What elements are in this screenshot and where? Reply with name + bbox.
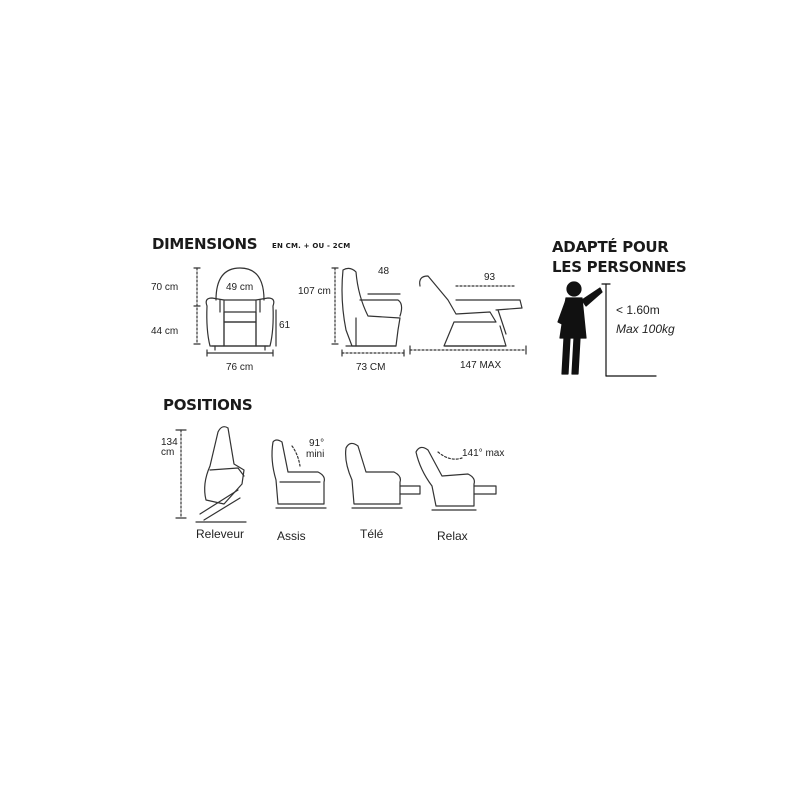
reclined-chair	[410, 276, 526, 354]
backrest-height-label: 70 cm	[151, 282, 179, 293]
sitting-angle-value: 91°	[309, 438, 325, 449]
dimensions-subtitle: EN CM. + OU - 2CM	[272, 242, 351, 250]
dimensions-title: DIMENSIONS	[152, 235, 258, 253]
suitability-title-line1: ADAPTÉ POUR	[552, 238, 669, 256]
positions-title: POSITIONS	[163, 396, 253, 414]
relax-angle-arrow	[438, 452, 462, 459]
sitting-angle-arrow	[292, 446, 300, 466]
sitting-angle-note: mini	[306, 449, 325, 460]
total-width-label: 76 cm	[226, 362, 254, 373]
total-height-label: 107 cm	[298, 286, 331, 297]
person-silhouette	[558, 282, 602, 374]
lift-height-value: 134	[161, 437, 178, 448]
releveur-chair	[196, 427, 246, 522]
relax-angle-label: 141° max	[462, 448, 505, 459]
side-view-chair	[332, 268, 404, 356]
height-limit-label: < 1.60m	[616, 303, 660, 317]
max-length-label: 147 MAX	[460, 360, 502, 371]
weight-limit-label: Max 100kg	[616, 322, 675, 336]
armrest-height-label: 61	[279, 320, 291, 331]
position-label-releveur: Releveur	[196, 527, 245, 541]
total-depth-label: 73 CM	[356, 362, 386, 373]
suitability-title-line2: LES PERSONNES	[552, 258, 687, 276]
position-label-assis: Assis	[277, 529, 306, 543]
footrest-length-label: 93	[484, 272, 496, 283]
seat-depth-label: 48	[378, 266, 390, 277]
lift-height-unit: cm	[161, 447, 175, 458]
seat-width-label: 49 cm	[226, 282, 254, 293]
position-label-relax: Relax	[437, 529, 468, 543]
tele-chair	[346, 443, 420, 508]
seat-height-label: 44 cm	[151, 326, 179, 337]
position-label-tele: Télé	[360, 527, 384, 541]
